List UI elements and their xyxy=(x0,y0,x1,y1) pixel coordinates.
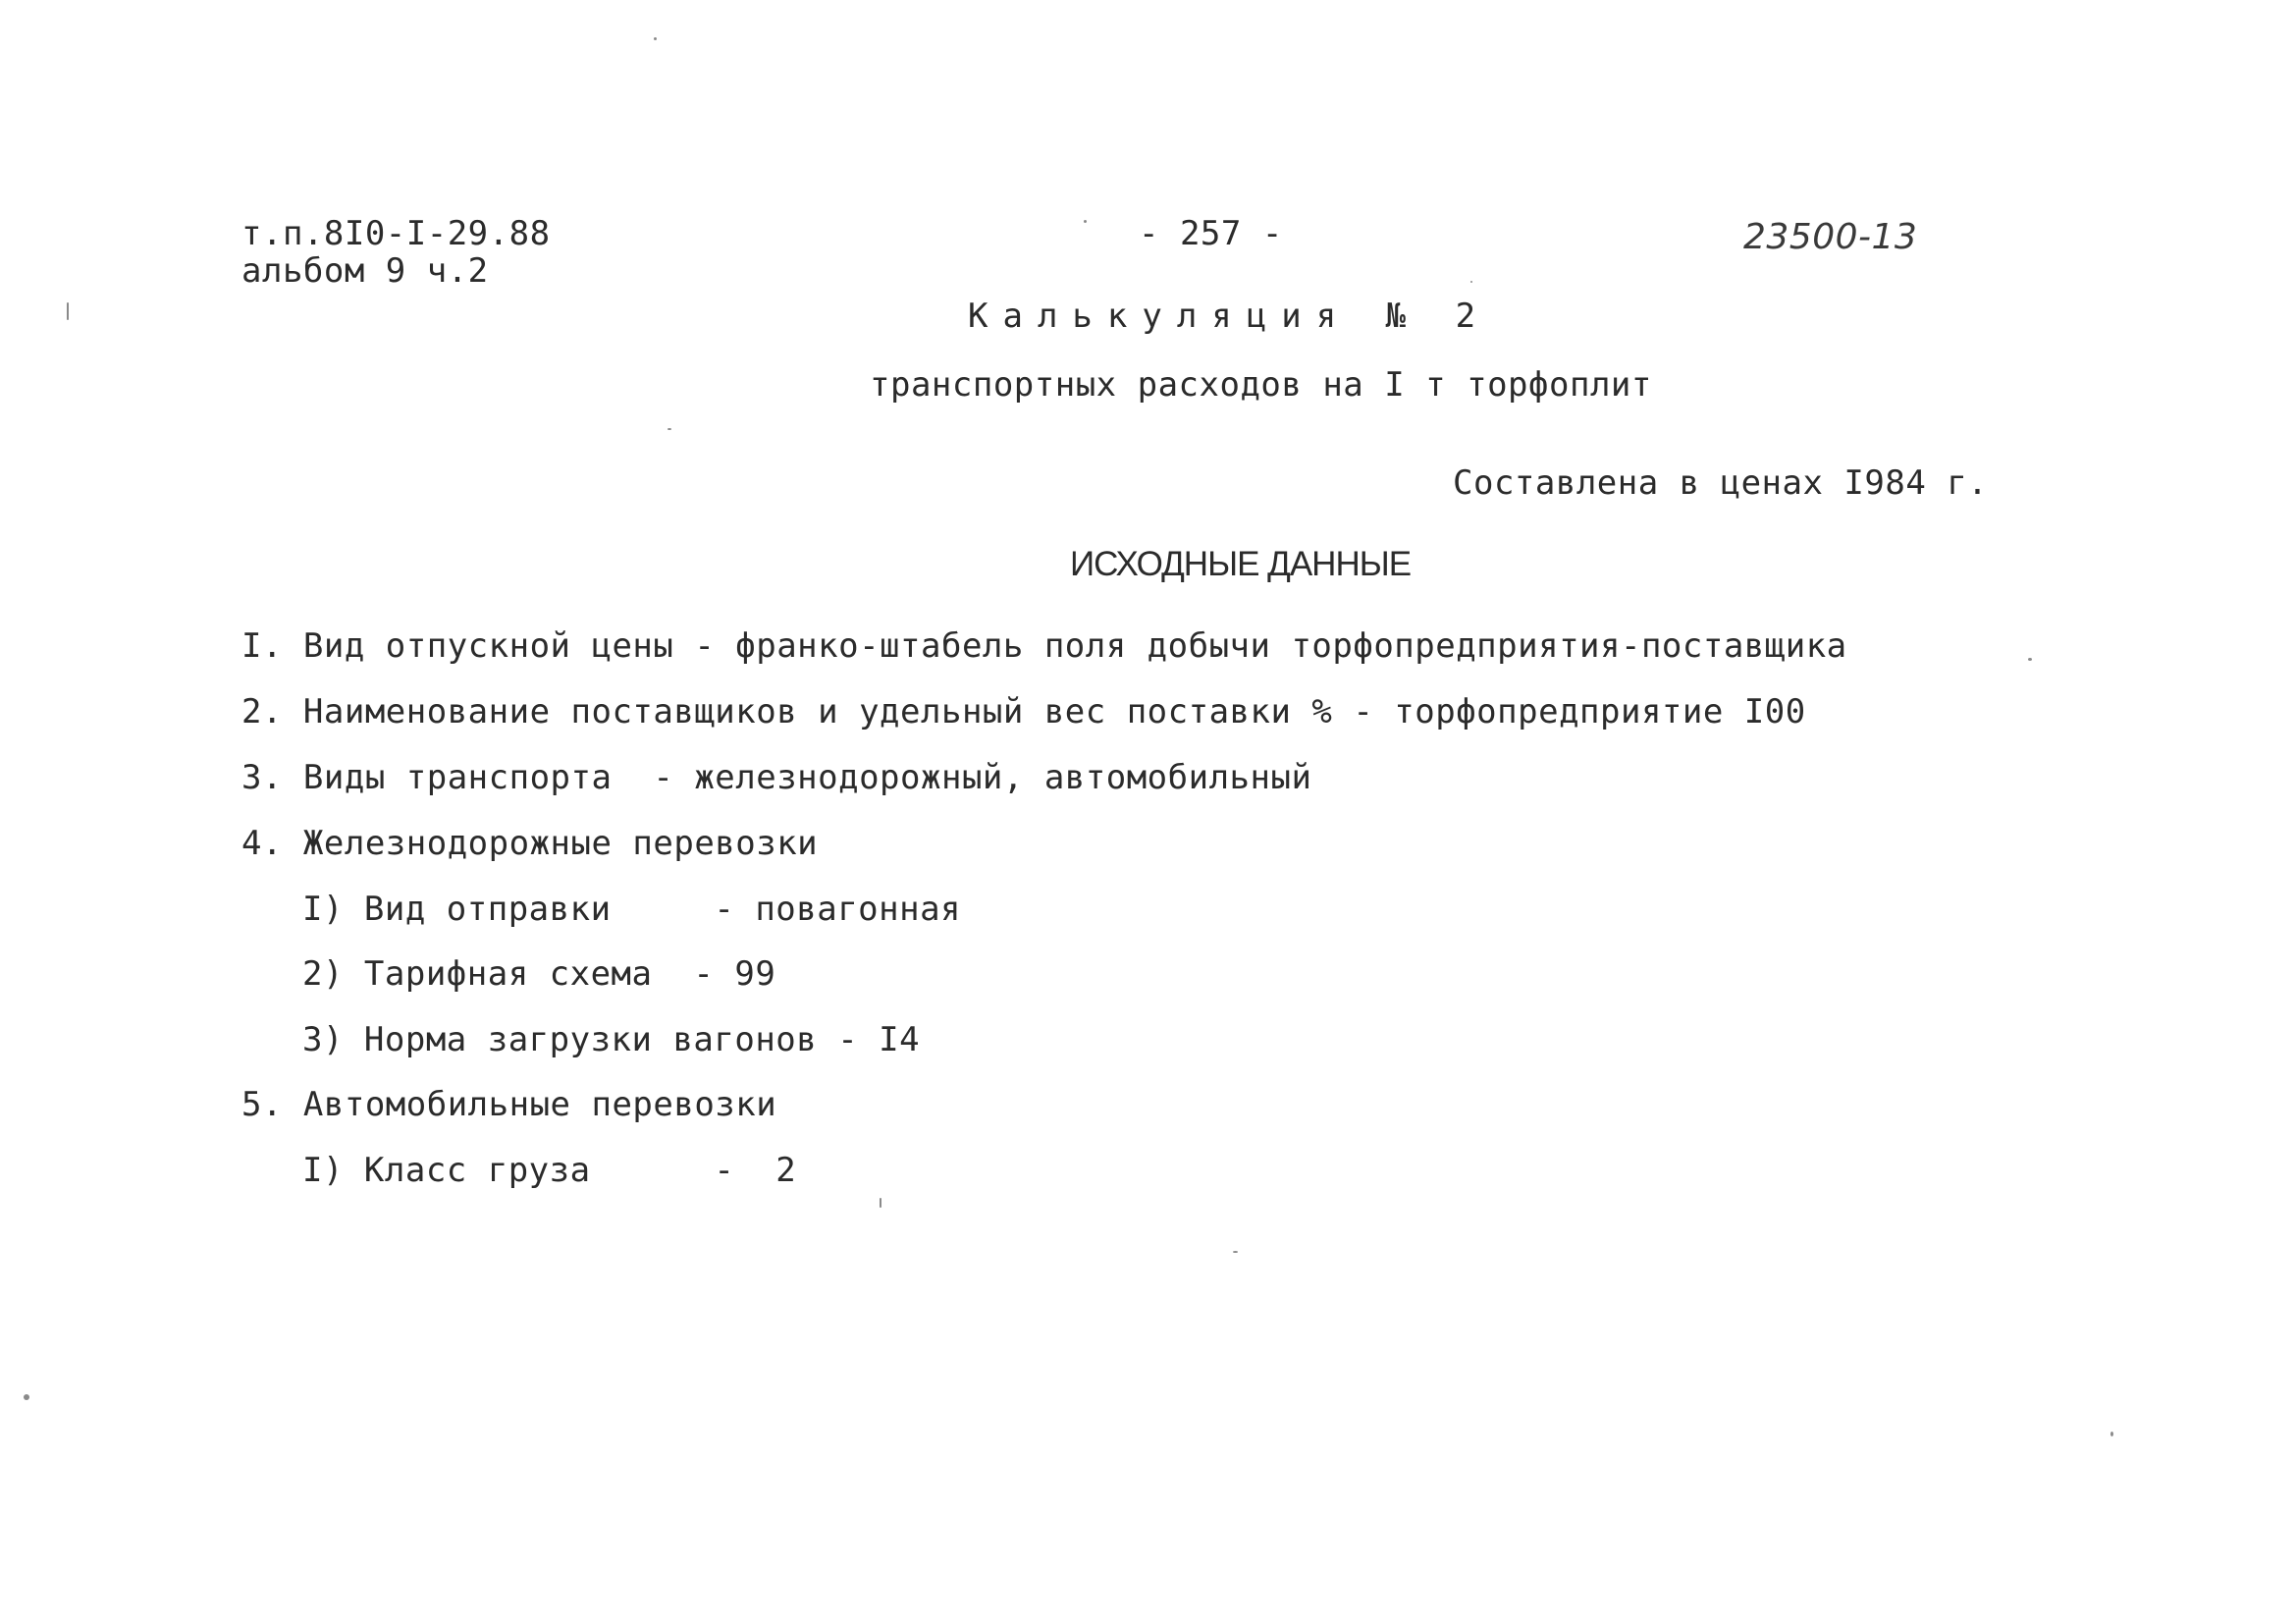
scan-speck xyxy=(1470,281,1472,283)
document-reference: т.п.8I0-I-29.88 xyxy=(241,214,551,253)
scan-speck xyxy=(667,428,671,430)
document-id: 23500-13 xyxy=(1743,217,1918,257)
scan-speck xyxy=(24,1394,29,1400)
section-heading: ИСХОДНЫЕ ДАННЫЕ xyxy=(1070,545,1412,583)
scan-speck xyxy=(654,37,657,40)
album-reference: альбом 9 ч.2 xyxy=(241,251,489,291)
calculation-subtitle: транспортных расходов на I т торфоплит xyxy=(870,365,1652,405)
price-basis-note: Составлена в ценах I984 г. xyxy=(1453,463,1989,503)
scan-speck xyxy=(2028,658,2032,661)
list-item: 3. Виды транспорта - железнодорожный, автомобильный xyxy=(241,758,1312,797)
sub-list-item: 2) Тарифная схема - 99 xyxy=(302,954,776,994)
list-item: 2. Наименование поставщиков и удельный вес поставки % - торфопредприятие I00 xyxy=(241,692,1806,731)
scan-speck xyxy=(1233,1251,1238,1253)
scan-speck xyxy=(2110,1432,2113,1436)
sub-list-item: 3) Норма загрузки вагонов - I4 xyxy=(302,1020,921,1059)
page-number: - 257 - xyxy=(1139,214,1283,253)
scan-speck xyxy=(1084,220,1087,223)
sub-list-item: I) Класс груза - 2 xyxy=(302,1151,797,1190)
sub-list-item: I) Вид отправки - повагонная xyxy=(302,890,962,929)
list-item: 4. Железнодорожные перевозки xyxy=(241,824,819,863)
list-item: 5. Автомобильные перевозки xyxy=(241,1085,777,1124)
calculation-title: Калькуляция № 2 xyxy=(968,297,1491,336)
list-item: I. Вид отпускной цены - франко-штабель поля добычи торфопредприятия-поставщика xyxy=(241,626,1847,666)
scan-speck xyxy=(67,302,69,320)
scan-speck xyxy=(880,1198,881,1208)
